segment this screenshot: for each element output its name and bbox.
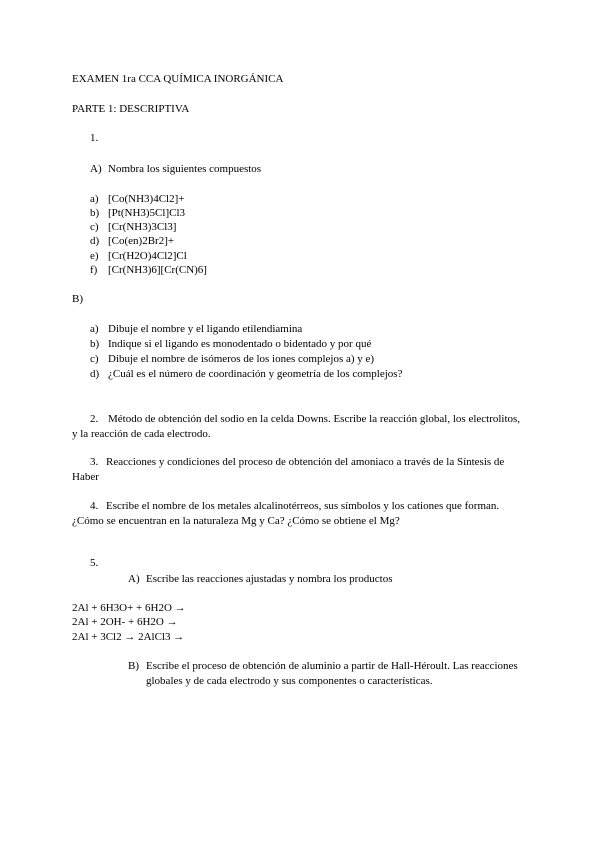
q5-section-b-line-1: Escribe el proceso de obtención de aluminio a partir de Hall-Héroult. Las reacciones: [146, 660, 518, 672]
exam-title: EXAMEN 1ra CCA QUÍMICA INORGÁNICA: [72, 73, 284, 85]
question-3-line-2: Haber: [72, 471, 99, 483]
reaction-equation: 2Al + 2OH- + 6H2O →: [72, 616, 178, 628]
q5-section-a-label: A): [128, 573, 140, 585]
compound-item: [Co(en)2Br2]+: [108, 235, 175, 247]
question-5-number: 5.: [90, 557, 99, 569]
q1-section-a-label: A): [90, 163, 102, 175]
q5-section-b-line-2: globales y de cada electrodo y sus componentes o características.: [146, 675, 433, 687]
question-4-line-1: Escribe el nombre de los metales alcalinotérreos, sus símbolos y los cationes que forman.: [106, 500, 500, 512]
task-label: b): [90, 338, 100, 350]
q1-section-a-text: Nombra los siguientes compuestos: [108, 163, 262, 175]
task-label: d): [90, 368, 100, 380]
task-label: a): [90, 323, 99, 335]
compound-label: d): [90, 235, 100, 247]
reaction-equation: 2Al + 3Cl2 → 2AlCl3 →: [72, 631, 185, 643]
compound-item: [Cr(NH3)3Cl3]: [108, 221, 177, 233]
compound-label: b): [90, 207, 100, 219]
compound-label: f): [90, 264, 98, 276]
compound-item: [Pt(NH3)5Cl]Cl3: [108, 207, 185, 219]
question-3-number: 3.: [90, 456, 99, 468]
question-2-number: 2.: [90, 413, 99, 425]
task-item: ¿Cuál es el número de coordinación y geometría de los complejos?: [108, 368, 403, 380]
task-item: Dibuje el nombre y el ligando etilendiamina: [108, 323, 303, 335]
q1-section-b-label: B): [72, 293, 83, 305]
q5-section-b-label: B): [128, 660, 139, 672]
task-item: Indique si el ligando es monodentado o bidentado y por qué: [108, 338, 372, 350]
question-4-line-2: ¿Cómo se encuentran en la naturaleza Mg y Ca? ¿Cómo se obtiene el Mg?: [72, 515, 400, 527]
compound-item: [Cr(H2O)4Cl2]Cl: [108, 250, 187, 262]
compound-item: [Co(NH3)4Cl2]+: [108, 193, 185, 205]
question-4-number: 4.: [90, 500, 99, 512]
question-2-line-1: Método de obtención del sodio en la celda Downs. Escribe la reacción global, los electrolitos,: [108, 413, 521, 425]
question-3-line-1: Reacciones y condiciones del proceso de obtención del amoniaco a través de la Síntesis de: [106, 456, 505, 468]
part-heading: PARTE 1: DESCRIPTIVA: [72, 103, 190, 115]
compound-label: e): [90, 250, 99, 262]
question-1-number: 1.: [90, 132, 99, 144]
compound-label: c): [90, 221, 99, 233]
task-item: Dibuje el nombre de isómeros de los iones complejos a) y e): [108, 353, 375, 365]
q5-section-a-text: Escribe las reacciones ajustadas y nombra los productos: [146, 573, 393, 585]
compound-item: [Cr(NH3)6][Cr(CN)6]: [108, 264, 207, 276]
task-label: c): [90, 353, 99, 365]
question-2-line-2: y la reacción de cada electrodo.: [72, 428, 211, 440]
reaction-equation: 2Al + 6H3O+ + 6H2O →: [72, 602, 186, 614]
compound-label: a): [90, 193, 99, 205]
